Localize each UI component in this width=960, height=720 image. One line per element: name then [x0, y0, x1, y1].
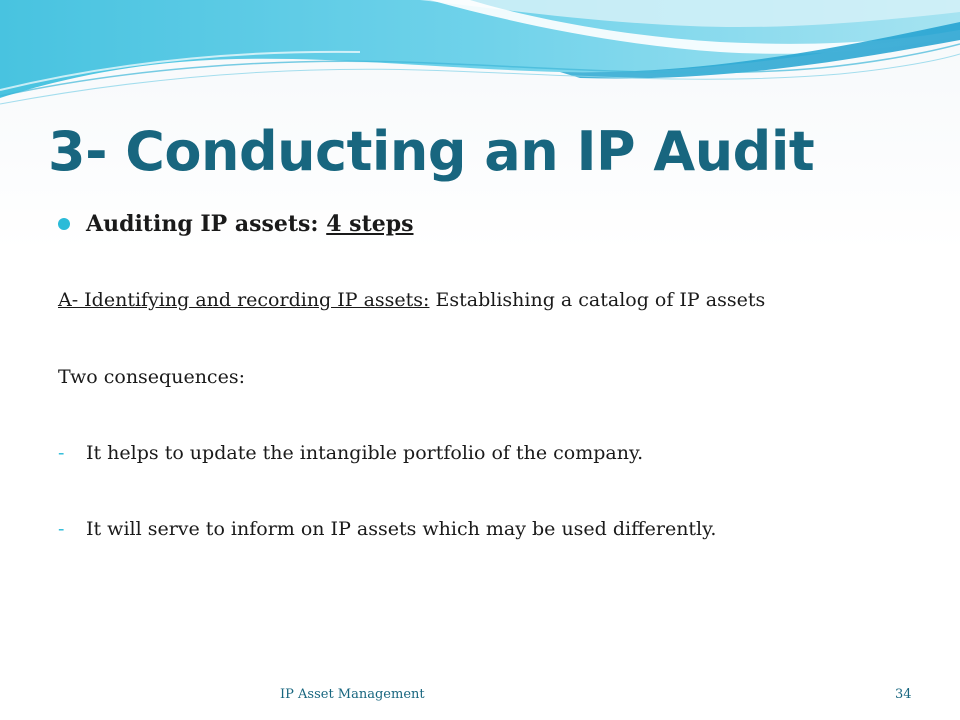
bullet-steps-count: 4 steps — [326, 211, 414, 237]
bullet-auditing-steps — [58, 206, 414, 242]
bullet-text — [86, 211, 414, 237]
wave-header-decoration — [0, 0, 960, 120]
step-a-line — [58, 289, 765, 311]
bullet-bold-prefix: Auditing IP assets: — [86, 211, 327, 237]
consequence-text: It helps to update the intangible portfolio of the company. — [86, 442, 644, 464]
page-number: 34 — [895, 687, 912, 702]
dash-bullet-icon: - — [58, 518, 65, 540]
consequence-item — [58, 442, 643, 464]
bullet-dot-icon — [58, 218, 70, 230]
footer-title: IP Asset Management — [280, 687, 425, 702]
step-a-description: Establishing a catalog of IP assets — [429, 289, 766, 311]
consequence-item — [58, 518, 716, 540]
slide-title: 3- Conducting an IP Audit — [48, 120, 815, 183]
consequence-text: It will serve to inform on IP assets which may be used differently. — [86, 518, 717, 540]
step-a-heading: A- Identifying and recording IP assets: — [58, 289, 430, 311]
dash-bullet-icon: - — [58, 442, 65, 464]
consequences-label: Two consequences: — [58, 366, 245, 388]
